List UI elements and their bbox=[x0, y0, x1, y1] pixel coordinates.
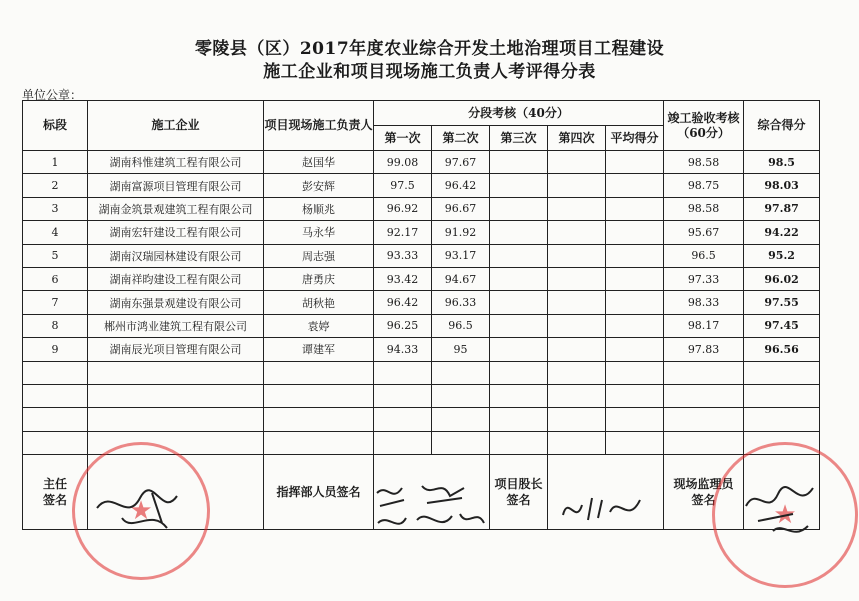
cell-round-1: 96.42 bbox=[374, 291, 432, 314]
header-manager: 项目现场施工负责人 bbox=[264, 101, 374, 151]
cell-round-3 bbox=[490, 314, 548, 337]
cell-manager: 彭安辉 bbox=[264, 174, 374, 197]
cell-acceptance: 98.75 bbox=[664, 174, 744, 197]
empty-cell bbox=[490, 384, 548, 407]
cell-round-1: 96.25 bbox=[374, 314, 432, 337]
supervisor-signature-label: 现场监理员签名 bbox=[673, 477, 734, 508]
empty-cell bbox=[23, 384, 88, 407]
empty-cell bbox=[606, 408, 664, 431]
cell-acceptance: 97.83 bbox=[664, 338, 744, 361]
empty-cell bbox=[548, 408, 606, 431]
section-chief-signature-label: 项目股长签名 bbox=[494, 477, 543, 508]
cell-round-2: 94.67 bbox=[432, 267, 490, 290]
cell-company: 湖南汉瑞园林建设有限公司 bbox=[88, 244, 264, 267]
cell-section: 9 bbox=[23, 338, 88, 361]
cell-round-1: 94.33 bbox=[374, 338, 432, 361]
document-title-line2: 施工企业和项目现场施工负责人考评得分表 bbox=[263, 62, 596, 82]
cell-acceptance: 97.33 bbox=[664, 267, 744, 290]
cell-round-4 bbox=[548, 338, 606, 361]
cell-manager: 谭建军 bbox=[264, 338, 374, 361]
header-average: 平均得分 bbox=[606, 126, 664, 151]
cell-average bbox=[606, 151, 664, 174]
cell-average bbox=[606, 174, 664, 197]
seal-star-icon: ★ bbox=[773, 500, 797, 530]
table-row bbox=[23, 221, 820, 244]
cell-company: 湖南科惟建筑工程有限公司 bbox=[88, 151, 264, 174]
cell-round-2: 96.33 bbox=[432, 291, 490, 314]
empty-cell bbox=[606, 431, 664, 454]
table-row bbox=[23, 267, 820, 290]
empty-cell bbox=[432, 384, 490, 407]
cell-section: 8 bbox=[23, 314, 88, 337]
cell-round-2: 91.92 bbox=[432, 221, 490, 244]
cell-company: 湖南富源项目管理有限公司 bbox=[88, 174, 264, 197]
cell-round-2: 96.42 bbox=[432, 174, 490, 197]
header-section: 标段 bbox=[23, 101, 88, 151]
cell-round-3 bbox=[490, 174, 548, 197]
director-handwritten-signature bbox=[92, 478, 202, 538]
section-chief-label-cell bbox=[490, 455, 548, 530]
table-row bbox=[23, 151, 820, 174]
cell-company: 湖南东强景观建设有限公司 bbox=[88, 291, 264, 314]
empty-table-row bbox=[23, 361, 820, 384]
empty-cell bbox=[264, 384, 374, 407]
cell-round-2: 96.5 bbox=[432, 314, 490, 337]
cell-company: 湖南金筑景观建筑工程有限公司 bbox=[88, 197, 264, 220]
empty-cell bbox=[490, 408, 548, 431]
header-acceptance: 竣工验收考核 （60分） bbox=[664, 101, 744, 151]
empty-cell bbox=[490, 431, 548, 454]
supervisor-handwritten-signature bbox=[738, 476, 828, 546]
empty-cell bbox=[374, 431, 432, 454]
document-title-line1: 零陵县（区）2017年度农业综合开发土地治理项目工程建设 bbox=[194, 39, 665, 59]
cell-total: 94.22 bbox=[744, 221, 820, 244]
cell-average bbox=[606, 244, 664, 267]
cell-total: 97.55 bbox=[744, 291, 820, 314]
cell-section: 5 bbox=[23, 244, 88, 267]
empty-cell bbox=[374, 361, 432, 384]
cell-round-3 bbox=[490, 244, 548, 267]
cell-section: 3 bbox=[23, 197, 88, 220]
cell-round-1: 93.33 bbox=[374, 244, 432, 267]
cell-acceptance: 98.58 bbox=[664, 151, 744, 174]
cell-round-1: 96.92 bbox=[374, 197, 432, 220]
empty-cell bbox=[264, 408, 374, 431]
cell-manager: 马永华 bbox=[264, 221, 374, 244]
cell-round-4 bbox=[548, 174, 606, 197]
empty-cell bbox=[744, 408, 820, 431]
empty-cell bbox=[88, 408, 264, 431]
empty-cell bbox=[664, 408, 744, 431]
cell-round-3 bbox=[490, 291, 548, 314]
cell-average bbox=[606, 267, 664, 290]
table-row bbox=[23, 174, 820, 197]
command-staff-signature-label: 指挥部人员签名 bbox=[276, 485, 361, 500]
cell-total: 96.56 bbox=[744, 338, 820, 361]
cell-company: 湖南祥昀建设工程有限公司 bbox=[88, 267, 264, 290]
empty-table-row bbox=[23, 384, 820, 407]
empty-cell bbox=[664, 384, 744, 407]
header-row-1 bbox=[23, 101, 820, 126]
table-row bbox=[23, 338, 820, 361]
cell-round-3 bbox=[490, 267, 548, 290]
cell-total: 97.87 bbox=[744, 197, 820, 220]
cell-round-1: 93.42 bbox=[374, 267, 432, 290]
empty-cell bbox=[432, 408, 490, 431]
header-round-4: 第四次 bbox=[548, 126, 606, 151]
cell-manager: 周志强 bbox=[264, 244, 374, 267]
seal-star-icon: ★ bbox=[129, 496, 153, 526]
table-row bbox=[23, 314, 820, 337]
cell-total: 96.02 bbox=[744, 267, 820, 290]
cell-round-4 bbox=[548, 291, 606, 314]
table-row bbox=[23, 244, 820, 267]
cell-section: 2 bbox=[23, 174, 88, 197]
header-total: 综合得分 bbox=[744, 101, 820, 151]
command-staff-label-cell bbox=[264, 455, 374, 530]
cell-company: 湖南宏轩建设工程有限公司 bbox=[88, 221, 264, 244]
empty-cell bbox=[432, 361, 490, 384]
cell-round-3 bbox=[490, 151, 548, 174]
empty-cell bbox=[490, 361, 548, 384]
cell-section: 4 bbox=[23, 221, 88, 244]
empty-cell bbox=[548, 384, 606, 407]
cell-acceptance: 95.67 bbox=[664, 221, 744, 244]
empty-cell bbox=[264, 431, 374, 454]
cell-round-3 bbox=[490, 338, 548, 361]
cell-manager: 赵国华 bbox=[264, 151, 374, 174]
cell-round-4 bbox=[548, 197, 606, 220]
cell-round-1: 99.08 bbox=[374, 151, 432, 174]
unit-seal-label: 单位公章： bbox=[22, 88, 83, 102]
table-row bbox=[23, 197, 820, 220]
cell-round-2: 96.67 bbox=[432, 197, 490, 220]
empty-cell bbox=[744, 384, 820, 407]
section-chief-handwritten-signature bbox=[558, 490, 648, 530]
empty-cell bbox=[548, 431, 606, 454]
empty-cell bbox=[23, 408, 88, 431]
cell-average bbox=[606, 338, 664, 361]
header-round-3: 第三次 bbox=[490, 126, 548, 151]
empty-cell bbox=[23, 431, 88, 454]
director-signature-label: 主任签名 bbox=[42, 477, 67, 508]
empty-cell bbox=[374, 408, 432, 431]
cell-manager: 唐勇庆 bbox=[264, 267, 374, 290]
cell-round-4 bbox=[548, 221, 606, 244]
cell-manager: 胡秋艳 bbox=[264, 291, 374, 314]
header-round-2: 第二次 bbox=[432, 126, 490, 151]
cell-total: 98.03 bbox=[744, 174, 820, 197]
empty-cell bbox=[432, 431, 490, 454]
cell-round-1: 97.5 bbox=[374, 174, 432, 197]
cell-total: 98.5 bbox=[744, 151, 820, 174]
empty-cell bbox=[264, 361, 374, 384]
empty-cell bbox=[664, 361, 744, 384]
cell-round-3 bbox=[490, 197, 548, 220]
cell-average bbox=[606, 291, 664, 314]
cell-manager: 袁婷 bbox=[264, 314, 374, 337]
cell-average bbox=[606, 221, 664, 244]
cell-round-2: 95 bbox=[432, 338, 490, 361]
cell-round-3 bbox=[490, 221, 548, 244]
command-staff-handwritten-signatures bbox=[372, 478, 492, 538]
cell-section: 6 bbox=[23, 267, 88, 290]
header-company: 施工企业 bbox=[88, 101, 264, 151]
empty-cell bbox=[374, 384, 432, 407]
empty-cell bbox=[548, 361, 606, 384]
table-row bbox=[23, 291, 820, 314]
cell-company: 湖南辰光项目管理有限公司 bbox=[88, 338, 264, 361]
cell-round-1: 92.17 bbox=[374, 221, 432, 244]
cell-section: 1 bbox=[23, 151, 88, 174]
cell-section: 7 bbox=[23, 291, 88, 314]
cell-acceptance: 98.33 bbox=[664, 291, 744, 314]
empty-cell bbox=[664, 431, 744, 454]
cell-manager: 杨顺兆 bbox=[264, 197, 374, 220]
empty-table-row bbox=[23, 408, 820, 431]
cell-total: 95.2 bbox=[744, 244, 820, 267]
empty-cell bbox=[23, 361, 88, 384]
empty-cell bbox=[606, 384, 664, 407]
cell-company: 郴州市鸿业建筑工程有限公司 bbox=[88, 314, 264, 337]
cell-acceptance: 98.58 bbox=[664, 197, 744, 220]
header-stage: 分段考核（40分） bbox=[374, 101, 664, 126]
cell-acceptance: 98.17 bbox=[664, 314, 744, 337]
empty-cell bbox=[88, 384, 264, 407]
empty-cell bbox=[744, 361, 820, 384]
cell-acceptance: 96.5 bbox=[664, 244, 744, 267]
cell-total: 97.45 bbox=[744, 314, 820, 337]
cell-round-2: 97.67 bbox=[432, 151, 490, 174]
cell-round-4 bbox=[548, 151, 606, 174]
cell-round-4 bbox=[548, 244, 606, 267]
cell-average bbox=[606, 197, 664, 220]
header-round-1: 第一次 bbox=[374, 126, 432, 151]
cell-round-4 bbox=[548, 314, 606, 337]
cell-round-4 bbox=[548, 267, 606, 290]
cell-average bbox=[606, 314, 664, 337]
empty-cell bbox=[88, 361, 264, 384]
empty-cell bbox=[606, 361, 664, 384]
cell-round-2: 93.17 bbox=[432, 244, 490, 267]
